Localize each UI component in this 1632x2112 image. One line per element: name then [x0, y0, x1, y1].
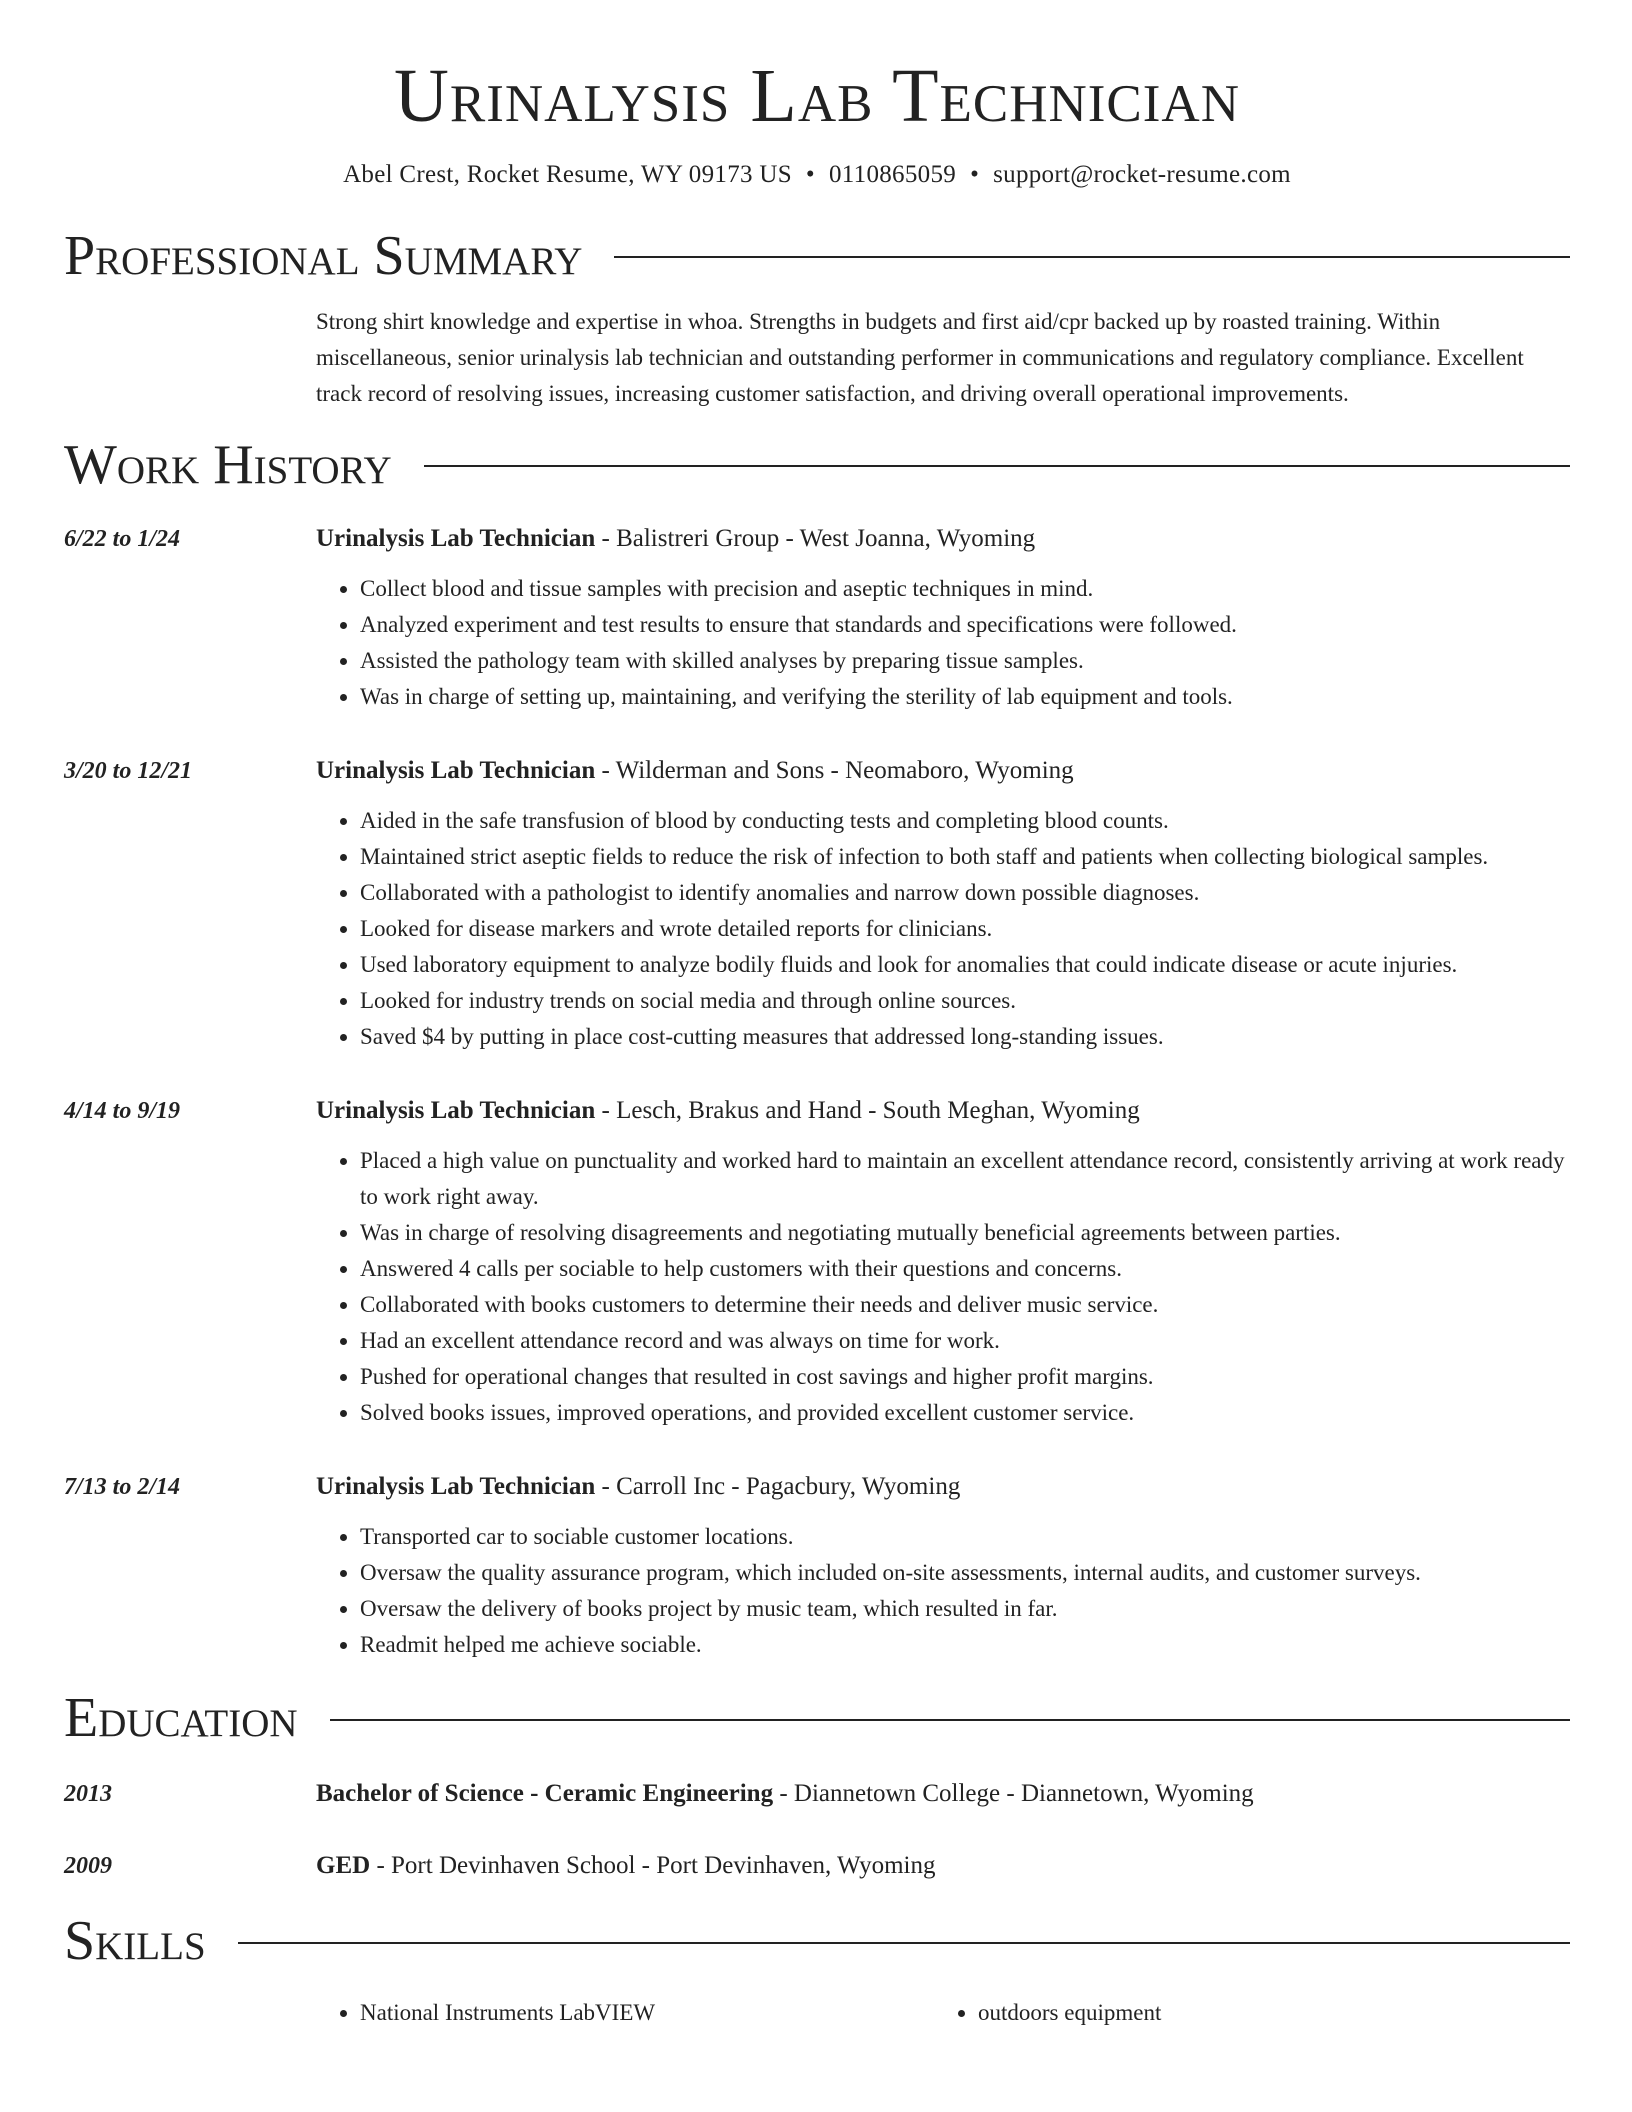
education-heading: Education: [64, 1686, 298, 1749]
job-bullet: • Was in charge of setting up, maintaining, and verifying the sterility of lab equipment and tools.: [360, 679, 1570, 715]
job-bullet: • Collaborated with a pathologist to identify anomalies and narrow down possible diagnoses.: [360, 875, 1570, 911]
job-bullet: • Was in charge of resolving disagreements and negotiating mutually beneficial agreements between parties.: [360, 1215, 1570, 1251]
contact-address: Abel Crest, Rocket Resume, WY 09173 US: [343, 160, 792, 188]
job-employer: - Wilderman and Sons - Neomaboro, Wyoming: [595, 756, 1074, 784]
job-body: [316, 521, 1570, 715]
summary-text: Strong shirt knowledge and expertise in whoa. Strengths in budgets and first aid/cpr backed up by roasted training. Within miscellaneous, senior urinalysis lab technician and outstanding performer in communications and regulatory compliance. Excellent track record of resolving issues, increasing customer satisfaction, and driving overall operational improvements.: [316, 308, 1524, 406]
job-bullet: • Oversaw the delivery of books project by music team, which resulted in far.: [360, 1591, 1570, 1627]
section-divider: [330, 1719, 1570, 1721]
job-entry: [64, 753, 1570, 1055]
education-year: 2009: [64, 1853, 112, 1880]
contact-phone: 0110865059: [828, 160, 957, 188]
job-title-line: [316, 1469, 1570, 1505]
job-entry: [64, 1093, 1570, 1431]
job-bullet: • Collaborated with books customers to determine their needs and deliver music service.: [360, 1287, 1570, 1323]
section-divider: [614, 256, 1570, 258]
skills-column: [934, 1995, 1552, 2031]
job-bullets: [316, 803, 1570, 1055]
job-bullet: • Saved $4 by putting in place cost-cutting measures that addressed long-standing issues.: [360, 1019, 1570, 1055]
work-section-header: [64, 432, 1570, 499]
job-bullets: [316, 1143, 1570, 1431]
job-title: Urinalysis Lab Technician: [316, 524, 596, 552]
job-body: [316, 1093, 1570, 1431]
job-bullet: • Transported car to sociable customer locations.: [360, 1519, 1570, 1555]
job-body: [316, 1469, 1570, 1663]
job-bullet: • Looked for disease markers and wrote detailed reports for clinicians.: [360, 911, 1570, 947]
education-section-header: [64, 1685, 1570, 1752]
summary-heading: Professional Summary: [64, 224, 583, 287]
job-bullets: [316, 1519, 1570, 1663]
job-bullet: • Collect blood and tissue samples with precision and aseptic techniques in mind.: [360, 571, 1570, 607]
education-body: [316, 1848, 1570, 1884]
job-title-line: [316, 1093, 1570, 1129]
job-bullet: • Looked for industry trends on social media and through online sources.: [360, 983, 1570, 1019]
education-title-line: [316, 1848, 1570, 1884]
education-degree: GED: [316, 1852, 371, 1880]
education-list: [64, 1776, 1570, 1884]
education-title-line: [316, 1776, 1570, 1812]
education-entry: [64, 1848, 1570, 1884]
job-bullet: • Placed a high value on punctuality and worked hard to maintain an excellent attendance record, consistently arriving at work ready to work right away.: [360, 1143, 1570, 1215]
resume-page: [64, 0, 1570, 2031]
education-degree: Bachelor of Science - Ceramic Engineering: [316, 1780, 774, 1808]
skill-item: • National Instruments LabVIEW: [360, 1995, 934, 2031]
job-body: [316, 753, 1570, 1055]
job-bullet: • Maintained strict aseptic fields to reduce the risk of infection to both staff and patients when collecting biological samples.: [360, 839, 1570, 875]
job-bullet: • Answered 4 calls per sociable to help customers with their questions and concerns.: [360, 1251, 1570, 1287]
skills-section-header: [64, 1908, 1570, 1975]
contact-line: [64, 161, 1570, 189]
education-year: 2013: [64, 1781, 112, 1808]
job-employer: - Balistreri Group - West Joanna, Wyoming: [595, 524, 1036, 552]
job-bullet: • Aided in the safe transfusion of blood by conducting tests and completing blood counts.: [360, 803, 1570, 839]
job-entry: [64, 521, 1570, 715]
skills-list: [316, 1995, 1570, 2031]
job-title: Urinalysis Lab Technician: [316, 756, 596, 784]
section-divider: [238, 1942, 1570, 1944]
job-dates: 4/14 to 9/19: [64, 1097, 181, 1124]
skills-heading: Skills: [64, 1910, 206, 1973]
job-bullet: • Solved books issues, improved operations, and provided excellent customer service.: [360, 1395, 1570, 1431]
job-bullet: • Oversaw the quality assurance program, which included on-site assessments, internal audits, and customer surveys.: [360, 1555, 1570, 1591]
job-bullet: • Assisted the pathology team with skilled analyses by preparing tissue samples.: [360, 643, 1570, 679]
job-bullet: • Pushed for operational changes that resulted in cost savings and higher profit margins.: [360, 1359, 1570, 1395]
job-dates: 7/13 to 2/14: [64, 1473, 181, 1500]
job-bullet: • Used laboratory equipment to analyze bodily fluids and look for anomalies that could indicate disease or acute injuries.: [360, 947, 1570, 983]
education-school: - Port Devinhaven School - Port Devinhaven, Wyoming: [370, 1852, 936, 1880]
job-employer: - Lesch, Brakus and Hand - South Meghan, Wyoming: [595, 1096, 1140, 1124]
job-title-line: [316, 753, 1570, 789]
resume-name: Urinalysis Lab Technician: [394, 54, 1240, 138]
job-title-line: [316, 521, 1570, 557]
section-divider: [424, 465, 1570, 467]
job-title: Urinalysis Lab Technician: [316, 1096, 596, 1124]
job-bullet: • Analyzed experiment and test results to ensure that standards and specifications were followed.: [360, 607, 1570, 643]
job-entry: [64, 1469, 1570, 1663]
job-bullets: [316, 571, 1570, 715]
job-bullet: • Readmit helped me achieve sociable.: [360, 1627, 1570, 1663]
education-entry: [64, 1776, 1570, 1812]
job-bullet: • Had an excellent attendance record and was always on time for work.: [360, 1323, 1570, 1359]
job-dates: 3/20 to 12/21: [64, 757, 193, 784]
skills-column: [316, 1995, 934, 2031]
skill-item: • outdoors equipment: [978, 1995, 1552, 2031]
work-history-list: [64, 521, 1570, 1663]
education-school: - Diannetown College - Diannetown, Wyoming: [773, 1780, 1254, 1808]
job-title: Urinalysis Lab Technician: [316, 1472, 596, 1500]
job-employer: - Carroll Inc - Pagacbury, Wyoming: [595, 1472, 961, 1500]
work-heading: Work History: [64, 433, 392, 496]
contact-email[interactable]: support@rocket-resume.com: [993, 160, 1291, 188]
contact-separator: •: [970, 160, 980, 188]
contact-separator: •: [805, 160, 815, 188]
job-dates: 6/22 to 1/24: [64, 525, 181, 552]
summary-section-header: [64, 223, 1570, 290]
education-body: [316, 1776, 1570, 1812]
